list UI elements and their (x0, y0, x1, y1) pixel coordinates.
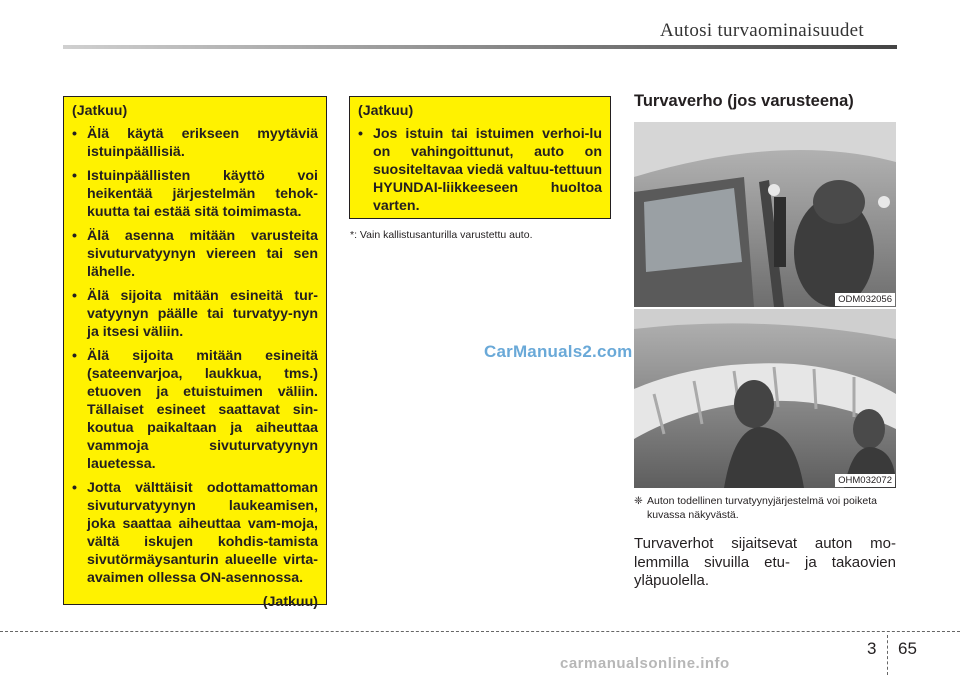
photo-code: OHM032072 (835, 474, 895, 487)
page-header-title: Autosi turvaominaisuudet (659, 20, 864, 41)
photo-curtain-airbag-deployed (634, 309, 896, 488)
warning-item: • Jos istuin tai istuimen verhoi-lu on vahingoittunut, auto on suositeltavaa viedä valtuu-tettuun HYUNDAI-liikkeeseen huoltoa varten. (358, 126, 602, 214)
warning-box-heading: (Jatkuu) (358, 103, 414, 119)
bullet: • (72, 228, 77, 244)
bullet: • (72, 348, 77, 364)
site-watermark: carmanualsonline.info (560, 655, 730, 672)
bullet: • (72, 288, 77, 304)
section-title: Turvaverho (jos varusteena) (634, 92, 854, 110)
photo-code: ODM032056 (835, 293, 895, 306)
warning-box-continued: (Jatkuu) (262, 594, 318, 610)
warning-item: • Älä käytä erikseen myytäviä istuinpäällisiä. (72, 126, 318, 160)
warning-box-middle (349, 96, 611, 219)
warning-item: • Älä asenna mitään varusteita sivuturvatyynyn viereen tai sen lähelle. (72, 228, 318, 280)
page-number: 65 (898, 639, 917, 658)
bullet: • (358, 126, 363, 142)
warning-box-heading: (Jatkuu) (72, 103, 128, 119)
warning-list (72, 125, 318, 587)
footnote: *: Vain kallistusanturilla varustettu auto. (350, 229, 533, 241)
bullet: • (72, 168, 77, 184)
warning-box-left (63, 96, 327, 610)
warning-list (358, 125, 602, 215)
body-paragraph: Turvaverhot sijaitsevat auton mo-lemmilla sivuilla etu- ja takaovien yläpuolella. (634, 535, 896, 589)
note-symbol-icon: ❈ (634, 495, 643, 507)
watermark-text: CarManuals2.com (484, 342, 633, 361)
bullet: • (72, 126, 77, 142)
warning-item: • Jotta välttäisit odottamattoman sivuturvatyynyn laukeamisen, joka saattaa aiheuttaa vam-moja, vältä iskujen kohdis-tamista sivutörmäysanturin alueelle virta-avaimen ollessa ON-asennossa. (72, 480, 318, 586)
bullet: • (72, 480, 77, 496)
footer-rule (0, 631, 960, 632)
warning-item: • Istuinpäällisten käyttö voi heikentää järjestelmän tehok-kuutta tai estää sitä toimimasta. (72, 168, 318, 220)
footer-divider (887, 635, 888, 675)
header-rule (63, 45, 897, 49)
chapter-number: 3 (867, 639, 877, 658)
warning-item: • Älä sijoita mitään esineitä tur-vatyynyn päälle tai turvatyy-nyn ja itsesi väliin. (72, 288, 318, 340)
photo-curtain-airbag-interior (634, 122, 896, 307)
photo-caption (634, 494, 896, 522)
caption-text: Auton todellinen turvatyynyjärjestelmä voi poiketa kuvassa näkyvästä. (647, 495, 877, 521)
warning-item: • Älä sijoita mitään esineitä (sateenvarjoa, laukkua, tms.) etuoven ja etuistuimen väliin. Tällaiset esineet saattavat sin-koutua paikaltaan ja aiheuttaa vammoja sivuturvatyynyn lauetessa. (72, 348, 318, 472)
